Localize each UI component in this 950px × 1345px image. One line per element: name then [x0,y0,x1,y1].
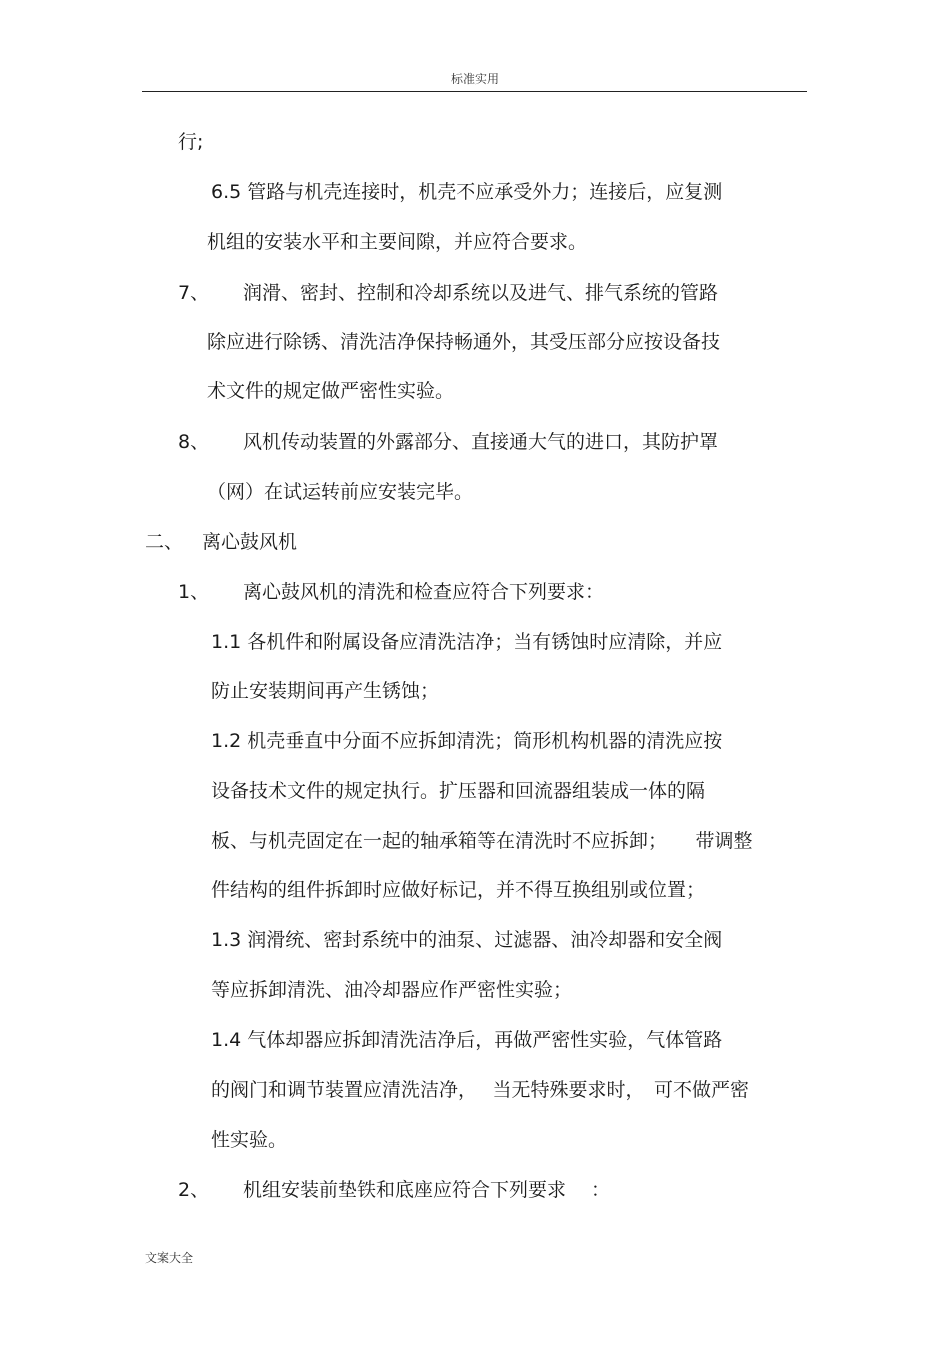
item-number: 2、 [178,1179,210,1201]
text-line: 性实验。 [211,1129,288,1151]
text-line: （网）在试运转前应安装完毕。 [207,481,474,503]
text-line: 件结构的组件拆卸时应做好标记，并不得互换组别或位置； [211,879,706,901]
section-number: 二、 [145,531,184,553]
text-line: 润滑、密封、控制和冷却系统以及进气、排气系统的管路 [243,282,719,304]
text-line: 机组安装前垫铁和底座应符合下列要求 ： [243,1179,611,1201]
page-footer: 文案大全 [145,1251,194,1265]
text-line: 防止安装期间再产生锈蚀； [211,680,440,702]
page-header: 标准实用 [450,72,499,86]
text-line: 1.1 各机件和附属设备应清洗洁净；当有锈蚀时应清除，并应 [211,631,723,653]
text-line: 1.3 润滑统、密封系统中的油泵、过滤器、油冷却器和安全阀 [211,929,723,951]
text-line: 的阀门和调节装置应清洗洁净， 当无特殊要求时， 可不做严密 [211,1079,750,1101]
text-line: 1.2 机壳垂直中分面不应拆卸清洗；筒形机构机器的清洗应按 [211,730,723,752]
section-title: 离心鼓风机 [202,531,298,553]
item-number: 8、 [178,431,210,453]
text-line: 机组的安装水平和主要间隙，并应符合要求。 [207,231,588,253]
text-line: 风机传动装置的外露部分、直接通大气的进口，其防护罩 [243,431,719,453]
item-number: 1、 [178,581,210,603]
item-number: 7、 [178,282,210,304]
text-line: 离心鼓风机的清洗和检查应符合下列要求： [243,581,605,603]
text-line: 除应进行除锈、清洗洁净保持畅通外，其受压部分应按设备技 [207,331,721,353]
text-line: 术文件的规定做严密性实验。 [207,380,455,402]
text-line: 等应拆卸清洗、油冷却器应作严密性实验； [211,979,573,1001]
text-line: 6.5 管路与机壳连接时，机壳不应承受外力；连接后，应复测 [211,181,723,203]
text-line: 设备技术文件的规定执行。扩压器和回流器组装成一体的隔 [211,780,706,802]
text-line: 行; [178,131,204,153]
text-line: 1.4 气体却器应拆卸清洗洁净后，再做严密性实验，气体管路 [211,1029,723,1051]
text-line: 板、与机壳固定在一起的轴承箱等在清洗时不应拆卸； 带调整 [211,830,753,852]
header-rule [142,91,807,92]
